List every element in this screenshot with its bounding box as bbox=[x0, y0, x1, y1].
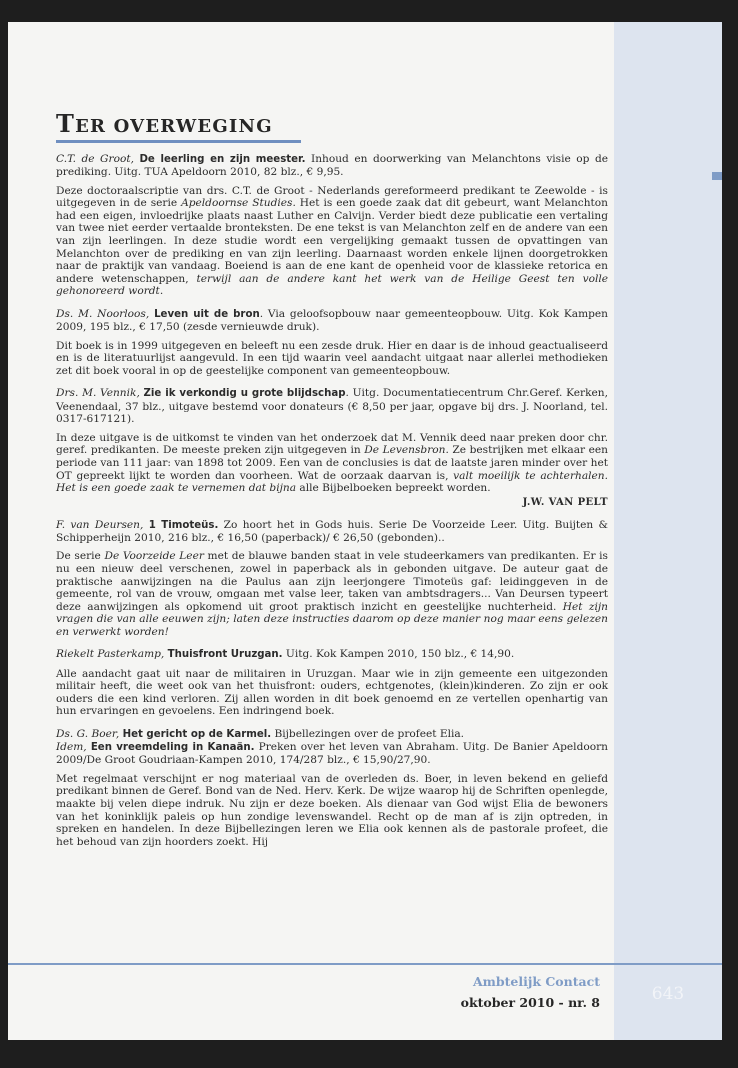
reviewer-signature: J.W. VAN PELT bbox=[522, 496, 608, 508]
review-text: . Ze bestrijken met elkaar een periode van 111 jaar: van 1898 tot 2009. Een van de conclusies is dat de laatste jaren minder over het OT gepreekt lijkt te worden dan voorheen. Wat de oorzaak daarvan is, bbox=[56, 444, 608, 482]
review-book-title: Het gericht op de Karmel. bbox=[122, 728, 272, 740]
review-text: In deze uitgave is de uitkomst te vinden van het onderzoek dat M. Vennik deed naar preken door chr. geref. predikanten. De meeste preken zijn uitgegeven in bbox=[56, 431, 608, 457]
review-text: met de blauwe banden staat in vele studeerkamers van predikanten. Er is nu een nieuw deel verschenen, zowel in paperback als in gebonden uitgave. De auteur gaat de praktische aanwijzingen na die Paulus aan zijn leerjongere Timoteüs gaf: leidinggeven in de gemeente, rol van de vrouw, omgaan met valse leer, taken van ambtsdragers... Van Deursen typeert deze aanwijzingen als opkomend uit groot praktisch inzicht en geestelijke nuchterheid. bbox=[56, 550, 608, 613]
review-author: C.T. de Groot, bbox=[56, 152, 140, 165]
review-details: . Uitg. Documentatiecentrum Chr.Geref. Kerken, Veenendaal, 37 blz., uitgave bestemd voor donateurs (€ 8,50 per jaar, opgave bij drs. J. Noorland, tel. 0317-617121). bbox=[56, 387, 608, 426]
review-text: Met regelmaat verschijnt er nog materiaal van de overleden ds. Boer, in leven bekend en geliefd predikant binnen de Geref. Bond van de Ned. Herv. Kerk. De wijze waarop hij de Schriften openlegde, maakte bij velen diepe indruk. Nu zijn er deze boeken. Als dienaar van God wijst Elia de bewoners van het koninklijk paleis op hun zondige levenswandel. Recht op de man af is zijn optreden, in spreken en handelen. In deze Bijbellezingen leren we Elia ook kennen als de pastorale profeet, die het behoud van zijn hoorders zoekt. Hij bbox=[56, 772, 608, 848]
review-author: Ds. G. Boer, bbox=[56, 727, 123, 740]
review-body bbox=[56, 340, 608, 378]
review-details: Uitg. Kok Kampen 2010, 150 blz., € 14,90. bbox=[282, 648, 515, 661]
review-body bbox=[56, 773, 608, 849]
review-book-title: 1 Timoteüs. bbox=[148, 519, 219, 531]
review-reference bbox=[56, 648, 608, 661]
review-author: Riekelt Pasterkamp, bbox=[56, 648, 168, 661]
review-reference bbox=[56, 153, 608, 179]
review-details: Inhoud en doorwerking van Melanchtons visie op de prediking. Uitg. TUA Apeldoorn 2010, 82 blz., € 9,95. bbox=[56, 152, 609, 178]
review-author: Idem, bbox=[56, 741, 91, 754]
review-body bbox=[56, 550, 608, 638]
review-author: Drs. M. Vennik, bbox=[56, 387, 144, 400]
review-reference bbox=[56, 387, 608, 425]
review-book-title: Thuisfront Uruzgan. bbox=[167, 649, 283, 661]
section-title: TER OVERWEGING bbox=[56, 109, 273, 138]
review-book-title: Zie ik verkondig u grote blijdschap bbox=[143, 388, 346, 400]
review-book-title: Een vreemdeling in Kanaän. bbox=[90, 742, 255, 754]
title-underline bbox=[56, 140, 301, 143]
issue-label: oktober 2010 - nr. 8 bbox=[460, 995, 600, 1010]
footer-rule bbox=[8, 963, 722, 965]
review-list bbox=[56, 153, 608, 849]
review-author: Ds. M. Noorloos, bbox=[56, 307, 155, 320]
review-details: Bijbellezingen over de profeet Elia. bbox=[271, 727, 465, 740]
review-book-title: Leven uit de bron bbox=[154, 308, 260, 320]
review-body bbox=[56, 185, 608, 298]
review-text: alle Bijbelboeken bepreekt worden. bbox=[296, 482, 491, 495]
review-text: valt moeilijk te achterhalen. Het is een goede zaak te vernemen dat bijna bbox=[56, 469, 608, 495]
review-details: . Via geloofsopbouw naar gemeenteopbouw. Uitg. Kok Kampen 2009, 195 blz., € 17,50 (zesde vernieuwde druk). bbox=[56, 307, 608, 334]
journal-name: Ambtelijk Contact bbox=[472, 974, 600, 989]
review-details: Zo hoort het in Gods huis. Serie De Voorzeide Leer. Uitg. Buijten & Schipperheijn 2010, 216 blz., € 16,50 (paperback)/ € 26,50 (gebonden).. bbox=[56, 518, 608, 544]
side-color-band bbox=[614, 22, 722, 1040]
review-reference bbox=[56, 308, 608, 334]
review-text: De Levensbron bbox=[364, 444, 446, 457]
review-text: terwijl aan de andere kant het werk van de Heilige Geest ten volle gehonoreerd wordt. bbox=[56, 272, 608, 298]
review-reference bbox=[56, 728, 608, 767]
review-book-title: De leerling en zijn meester. bbox=[139, 153, 306, 165]
review-details: Preken over het leven van Abraham. Uitg. De Banier Apeldoorn 2009/De Groot Goudriaan-Kampen 2010, 174/287 blz., € 15,90/27,90. bbox=[56, 741, 608, 767]
review-text: Alle aandacht gaat uit naar de militairen in Uruzgan. Maar wie in zijn gemeente een uitgezonden militair heeft, die weet ook van het thuisfront: ouders, echtgenotes, (klein)kinderen. Zo zijn er ook ouders die een kind verloren. Zij allen worden in dit boek genoemd en ze vertellen openhartig van hun ervaringen en gevoelens. Een indringend boek. bbox=[56, 667, 608, 718]
review-text: Deze doctoraalscriptie van drs. C.T. de Groot - Nederlands gereformeerd predikant te Zeewolde - is uitgegeven in de serie bbox=[56, 184, 608, 210]
review-text: De serie bbox=[56, 550, 105, 563]
page-number: 643 bbox=[651, 984, 685, 1004]
review-body bbox=[56, 432, 608, 495]
side-tab-marker bbox=[712, 172, 722, 180]
review-reference bbox=[56, 519, 608, 545]
article-content bbox=[56, 110, 608, 848]
review-author: F. van Deursen, bbox=[56, 518, 149, 531]
journal-page bbox=[8, 22, 722, 1040]
review-text: Het zijn vragen die van alle eeuwen zijn; laten deze instructies daarom op deze manier nog maar eens gelezen en verwerkt worden! bbox=[56, 600, 608, 638]
review-text: De Voorzeide Leer bbox=[104, 550, 204, 563]
review-text: Apeldoornse Studies bbox=[181, 197, 293, 210]
review-body bbox=[56, 668, 608, 718]
review-text: . Het is een goede zaak dat dit gebeurt, want Melanchton had een eigen, invloedrijke plaats naast Luther en Calvijn. Verder biedt deze publicatie een vertaling van twee niet eerder vertaalde bronteksten. De ene tekst is van Melanchton zelf en de andere van een van zijn leerlingen. In deze studie wordt een vergelijking gemaakt tussen de opvattingen van Melanchton over de prediking en van zijn leerling. Daarnaast worden enkele lijnen doorgetrokken naar de praktijk van vandaag. Boeiend is aan de ene kant de openheid voor de klassieke retorica en andere wetenschappen, bbox=[56, 197, 608, 285]
review-text: Dit boek is in 1999 uitgegeven en beleeft nu een zesde druk. Hier en daar is de inhoud geactualiseerd en is de literatuurlijst aangevuld. In een tijd waarin veel aandacht uitgaat naar allerlei methodieken zet dit boek vooral in op de geestelijke component van gemeenteopbouw. bbox=[56, 339, 608, 377]
